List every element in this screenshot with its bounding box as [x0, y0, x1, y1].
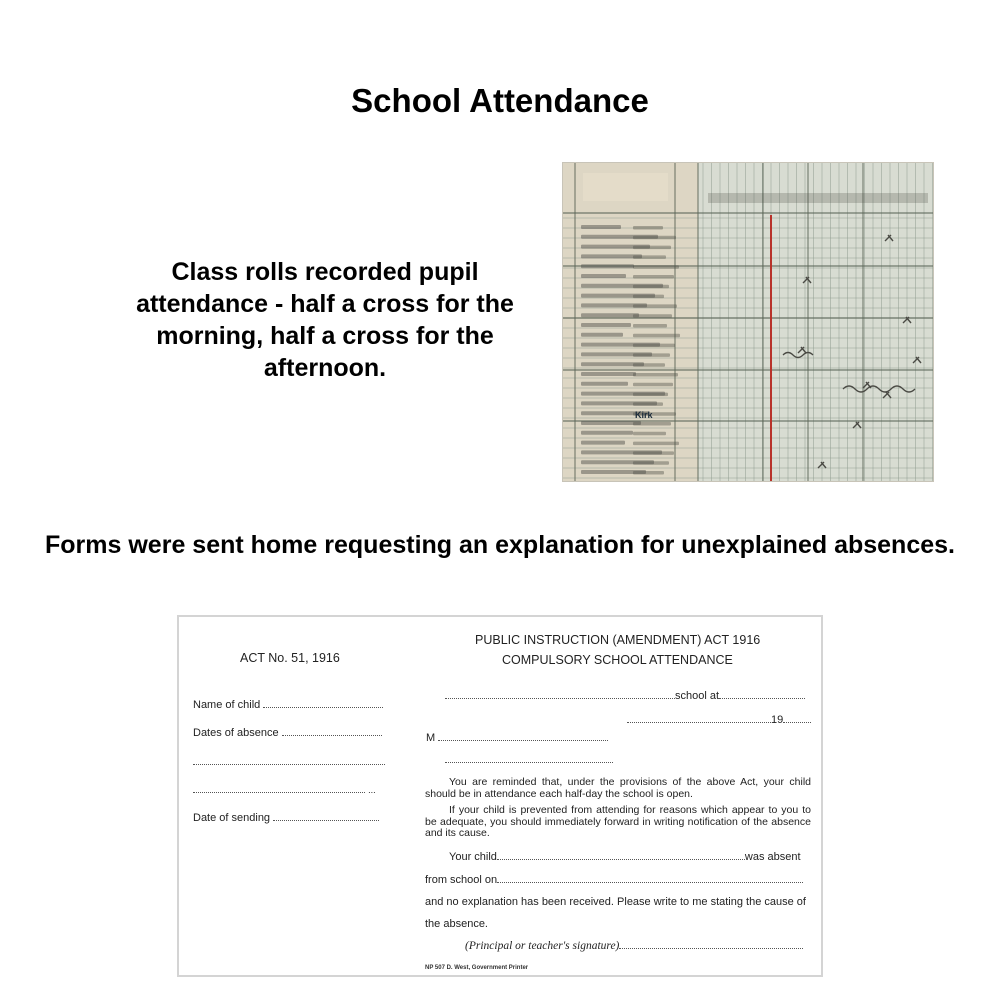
page-title: School Attendance	[351, 82, 649, 119]
pupil-surname-ink	[633, 471, 664, 475]
addressee-prefix: M	[426, 732, 436, 744]
class-roll-caption: Class rolls recorded pupil attendance - half a cross for the morning, half a cross for the afternoon.	[136, 258, 514, 382]
pupil-surname-ink	[633, 393, 668, 397]
absent-dates-blank[interactable]	[497, 873, 803, 883]
notification-paragraph	[425, 805, 811, 840]
school-name-field[interactable]	[445, 689, 805, 702]
pupil-surname-ink	[633, 236, 676, 240]
absent-dates-field[interactable]	[425, 873, 803, 886]
your-child-label: Your child	[449, 851, 497, 863]
was-absent-label: was absent	[744, 851, 801, 863]
pupil-surname-ink	[633, 246, 671, 250]
pupil-surname-ink	[633, 363, 665, 367]
year-prefix: 19	[771, 714, 784, 726]
dates-of-absence-blank[interactable]	[282, 726, 382, 736]
notification-text: If your child is prevented from attending for reasons which appear to you to be adequate, you should immediately forward in writing notification of the absence and its cause.	[425, 804, 811, 839]
name-of-child-label: Name of child	[193, 699, 261, 711]
signature-field[interactable]	[465, 939, 803, 952]
pupil-surname-ink	[633, 442, 679, 446]
address-blank[interactable]	[445, 753, 613, 763]
the-absence-text: the absence.	[425, 918, 488, 930]
pupil-name-ink	[581, 382, 628, 386]
pupil-surname-ink	[633, 304, 677, 308]
absence-notice-form	[177, 615, 823, 977]
highlighted-name-kirk: Kirk	[635, 410, 653, 420]
pupil-surname-ink	[633, 324, 667, 328]
pupil-surname-ink	[633, 255, 666, 259]
pupil-name-ink	[581, 254, 642, 258]
absence-form-caption: Forms were sent home requesting an explanation for unexplained absences.	[45, 531, 955, 559]
trailing-dots: ...	[368, 785, 376, 795]
form-heading-act: PUBLIC INSTRUCTION (AMENDMENT) ACT 1916	[475, 633, 761, 647]
child-name-blank[interactable]	[497, 850, 745, 860]
dates-blank-3[interactable]	[193, 783, 365, 793]
class-roll-photo	[562, 162, 934, 482]
pupil-surname-ink	[633, 344, 675, 348]
signature-label: (Principal or teacher's signature)	[465, 940, 620, 952]
form-heading-compulsory: COMPULSORY SCHOOL ATTENDANCE	[502, 653, 733, 667]
pupil-name-ink	[581, 441, 625, 445]
pupil-surname-ink	[633, 402, 663, 406]
pupil-name-ink	[581, 274, 626, 278]
pupil-name-ink	[581, 225, 621, 229]
date-of-sending-field[interactable]	[193, 811, 379, 824]
signature-blank[interactable]	[619, 939, 803, 949]
reminder-paragraph	[425, 777, 811, 800]
dates-blank-2[interactable]	[193, 755, 385, 765]
date-of-sending-blank[interactable]	[273, 811, 379, 821]
pupil-name-ink	[581, 333, 623, 337]
date-of-sending-label: Date of sending	[193, 812, 271, 824]
name-of-child-field[interactable]	[193, 698, 383, 711]
year-blank[interactable]	[783, 713, 811, 723]
dates-of-absence-label: Dates of absence	[193, 727, 279, 739]
no-explanation-text: and no explanation has been received. Please write to me stating the cause of	[425, 896, 806, 908]
pupil-surname-ink	[633, 451, 674, 455]
address-line[interactable]	[445, 753, 613, 766]
roll-header-label	[583, 173, 668, 201]
date-header-row	[708, 193, 928, 203]
pupil-name-ink	[581, 421, 641, 425]
school-location-blank[interactable]	[719, 689, 805, 699]
date-blank[interactable]	[627, 713, 771, 723]
pupil-surname-ink	[633, 353, 670, 357]
pupil-surname-ink	[633, 226, 663, 230]
pupil-name-ink	[581, 372, 636, 376]
your-child-field[interactable]	[449, 850, 801, 863]
class-roll-image	[563, 163, 934, 482]
from-school-on-label: from school on	[425, 874, 498, 886]
pupil-surname-ink	[633, 285, 669, 289]
pupil-surname-ink	[633, 383, 673, 387]
pupil-surname-ink	[633, 432, 666, 436]
name-of-child-blank[interactable]	[263, 698, 383, 708]
reminder-text: You are reminded that, under the provisions of the above Act, your child should be in attendance each half-day the school is open.	[425, 776, 811, 800]
school-name-blank[interactable]	[445, 689, 675, 699]
dates-of-absence-field[interactable]	[193, 726, 382, 739]
dates-of-absence-line-3[interactable]	[193, 783, 376, 796]
pupil-name-ink	[581, 431, 633, 435]
pupil-surname-ink	[633, 334, 680, 338]
pupil-surname-ink	[633, 373, 678, 377]
pupil-surname-ink	[633, 314, 672, 318]
pupil-surname-ink	[633, 265, 679, 269]
pupil-surname-ink	[633, 422, 671, 426]
pupil-name-ink	[581, 313, 639, 317]
printer-note: NP 507 D. West, Government Printer	[425, 965, 529, 971]
pupil-name-ink	[581, 264, 634, 268]
addressee-field[interactable]	[426, 731, 608, 744]
pupil-name-ink	[581, 323, 631, 327]
date-field[interactable]	[627, 713, 811, 726]
pupil-surname-ink	[633, 275, 674, 279]
school-at-label: school at	[675, 690, 720, 702]
dates-of-absence-line-2[interactable]	[193, 755, 385, 768]
addressee-blank[interactable]	[438, 731, 608, 741]
act-number: ACT No. 51, 1916	[240, 651, 340, 665]
pupil-surname-ink	[633, 295, 664, 299]
pupil-surname-ink	[633, 461, 669, 465]
